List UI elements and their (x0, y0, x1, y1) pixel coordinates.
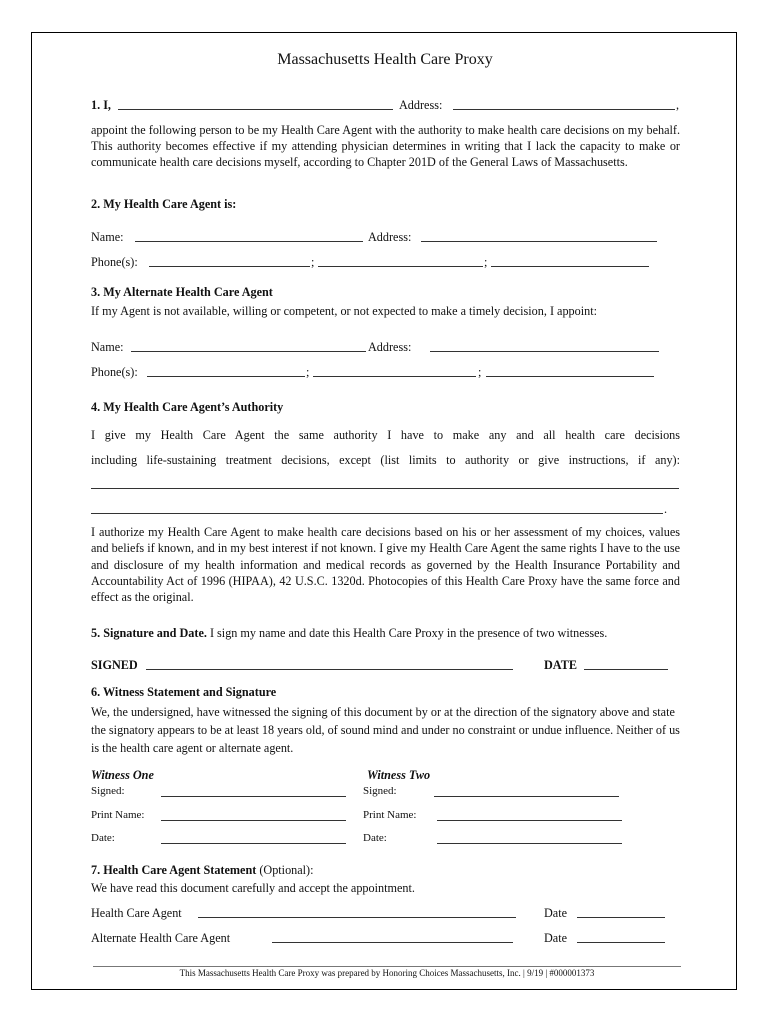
agent-phone-field-2[interactable] (318, 266, 483, 267)
alt-phone-sep-2: ; (478, 365, 482, 379)
alt-agent-statement-date-field[interactable] (577, 942, 665, 943)
footer-text: This Massachusetts Health Care Proxy was prepared by Honoring Choices Massachusetts, Inc. | 9/19 | #000001373 (179, 968, 595, 978)
w1-date-label: Date: (91, 832, 115, 844)
principal-name-field[interactable] (118, 109, 393, 110)
section5-line (91, 626, 607, 640)
limits-line-1[interactable] (91, 488, 679, 489)
w2-date-field[interactable] (437, 843, 622, 844)
section7-optional: (Optional): (256, 863, 314, 877)
alt-phone-sep-1: ; (306, 365, 310, 379)
w1-date-field[interactable] (161, 843, 346, 844)
agent-name-label: Name: (91, 230, 124, 244)
alt-agent-statement-signature-field[interactable] (272, 942, 513, 943)
alt-phone-field-3[interactable] (486, 376, 654, 377)
w1-print-label: Print Name: (91, 809, 145, 821)
agent-statement-date-label: Date (544, 906, 568, 920)
form-title: Massachusetts Health Care Proxy (277, 51, 493, 68)
section4-heading: 4. My Health Care Agent’s Authority (91, 400, 284, 414)
form-border (31, 32, 737, 990)
section6-paragraph: We, the undersigned, have witnessed the signing of this document by or at the direction of the signatory above and state the signatory appears to be at least 18 years old, of sound mind and under no constraint or undue influence. Neither of us is the health care agent or alternate agent. (91, 705, 680, 755)
agent-address-label: Address: (368, 230, 412, 244)
alt-name-label: Name: (91, 340, 124, 354)
agent-statement-date-field[interactable] (577, 917, 665, 918)
section1-address-label: Address: (399, 98, 443, 112)
section4-line1: I give my Health Care Agent the same authority I have to make any and all health care decisions (91, 428, 680, 442)
principal-address-field[interactable] (453, 109, 675, 110)
alt-phone-label: Phone(s): (91, 365, 138, 379)
alt-phone-field-1[interactable] (147, 376, 305, 377)
section1-lead: 1. I, (91, 98, 111, 112)
signature-date-field[interactable] (584, 669, 668, 670)
agent-phone-field-3[interactable] (491, 266, 649, 267)
agent-statement-signature-field[interactable] (198, 917, 516, 918)
witness-two-heading: Witness Two (367, 768, 431, 782)
alt-address-label: Address: (368, 340, 412, 354)
footer-divider (93, 966, 681, 967)
phone-sep-2: ; (484, 255, 488, 269)
limits-line-2[interactable] (91, 513, 663, 514)
phone-sep-1: ; (311, 255, 315, 269)
agent-statement-label: Health Care Agent (91, 906, 182, 920)
section7-text: We have read this document carefully and accept the appointment. (91, 881, 415, 895)
agent-address-field[interactable] (421, 241, 657, 242)
w2-signed-field[interactable] (434, 796, 619, 797)
w1-signed-field[interactable] (161, 796, 346, 797)
section7-line (91, 863, 314, 877)
agent-name-field[interactable] (135, 241, 363, 242)
w1-signed-label: Signed: (91, 785, 125, 797)
section3-text: If my Agent is not available, willing or competent, or not expected to make a timely decision, I appoint: (91, 304, 597, 318)
section5-text: I sign my name and date this Health Care Proxy in the presence of two witnesses. (206, 626, 608, 640)
w2-signed-label: Signed: (363, 785, 397, 797)
section6-heading: 6. Witness Statement and Signature (91, 685, 277, 699)
section4-line2: including life-sustaining treatment decisions, except (list limits to authority or give instructions, if any): (91, 453, 680, 467)
w2-date-label: Date: (363, 832, 387, 844)
principal-signature-field[interactable] (146, 669, 513, 670)
signed-label: SIGNED (91, 658, 138, 672)
section4-paragraph: I authorize my Health Care Agent to make health care decisions based on his or her assessment of my choices, values and beliefs if known, and in my best interest if not known. I give my Health Care Agent the same rights I have to the use and disclosure of my health information and medical records as governed by the Health Insurance Portability and Accountability Act of 1996 (HIPAA), 42 U.S.C. 1320d. Photocopies of this Health Care Proxy have the same force and effect as the original. (91, 525, 680, 605)
alt-name-field[interactable] (131, 351, 366, 352)
section1-paragraph: appoint the following person to be my Health Care Agent with the authority to make health care decisions on my behalf. This authority becomes effective if my attending physician determines in writing that I lack the capacity to make or communicate health care decisions myself, according to Chapter 201D of the General Laws of Massachusetts. (91, 123, 680, 169)
agent-phone-label: Phone(s): (91, 255, 138, 269)
limits-period: . (664, 502, 668, 516)
section3-heading: 3. My Alternate Health Care Agent (91, 285, 273, 299)
section1-comma: , (676, 98, 680, 112)
alt-address-field[interactable] (430, 351, 659, 352)
witness-one-heading: Witness One (91, 768, 154, 782)
section7-heading: 7. Health Care Agent Statement (91, 863, 257, 877)
w2-print-field[interactable] (437, 820, 622, 821)
agent-phone-field-1[interactable] (149, 266, 310, 267)
date-label: DATE (544, 658, 577, 672)
alt-phone-field-2[interactable] (313, 376, 476, 377)
w1-print-field[interactable] (161, 820, 346, 821)
section5-heading: 5. Signature and Date. (91, 626, 207, 640)
section2-heading: 2. My Health Care Agent is: (91, 197, 237, 211)
alt-agent-statement-label: Alternate Health Care Agent (91, 931, 231, 945)
alt-agent-statement-date-label: Date (544, 931, 568, 945)
w2-print-label: Print Name: (363, 809, 417, 821)
